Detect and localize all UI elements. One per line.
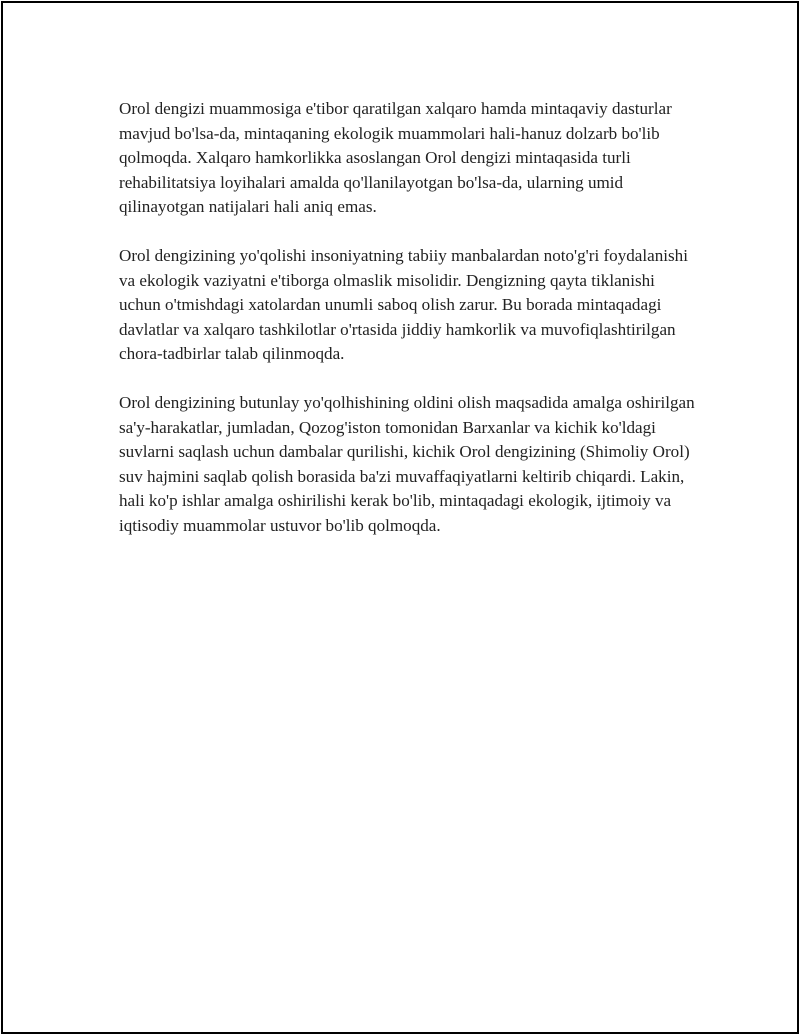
paragraph-3: Orol dengizining butunlay yo'qolhishining oldini olish maqsadida amalga oshirilgan sa'y-harakatlar, jumladan, Qozog'iston tomonidan Barxanlar va kichik ko'ldagi suvlarni saqlash uchun dambalar qurilishi, kichik Orol dengizining (Shimoliy Orol) suv hajmini saqlab qolish borasida ba'zi muvaffaqiyatlarni keltirib chiqardi. Lakin, hali ko'p ishlar amalga oshirilishi kerak bo'lib, mintaqadagi ekologik, ijtimoiy va iqtisodiy muammolar ustuvor bo'lib qolmoqda. bbox=[119, 393, 695, 535]
paragraph-1: Orol dengizi muammosiga e'tibor qaratilgan xalqaro hamda mintaqaviy dasturlar mavjud bo'lsa-da, mintaqaning ekologik muammolari hali-hanuz dolzarb bo'lib qolmoqda. Xalqaro hamkorlikka asoslangan Orol dengizi mintaqasida turli rehabilitatsiya loyihalari amalda qo'llanilayotgan bo'lsa-da, ularning umid qilinayotgan natijalari hali aniq emas. bbox=[119, 99, 672, 216]
paragraph-2: Orol dengizining yo'qolishi insoniyatning tabiiy manbalardan noto'g'ri foydalanishi va ekologik vaziyatni e'tiborga olmaslik misolidir. Dengizning qayta tiklanishi uchun o'tmishdagi xatolardan unumli saboq olish zarur. Bu borada mintaqadagi davlatlar va xalqaro tashkilotlar o'rtasida jiddiy hamkorlik va muvofiqlashtirilgan chora-tadbirlar talab qilinmoqda. bbox=[119, 246, 688, 363]
document-page bbox=[1, 1, 799, 1034]
document-body bbox=[119, 97, 699, 563]
